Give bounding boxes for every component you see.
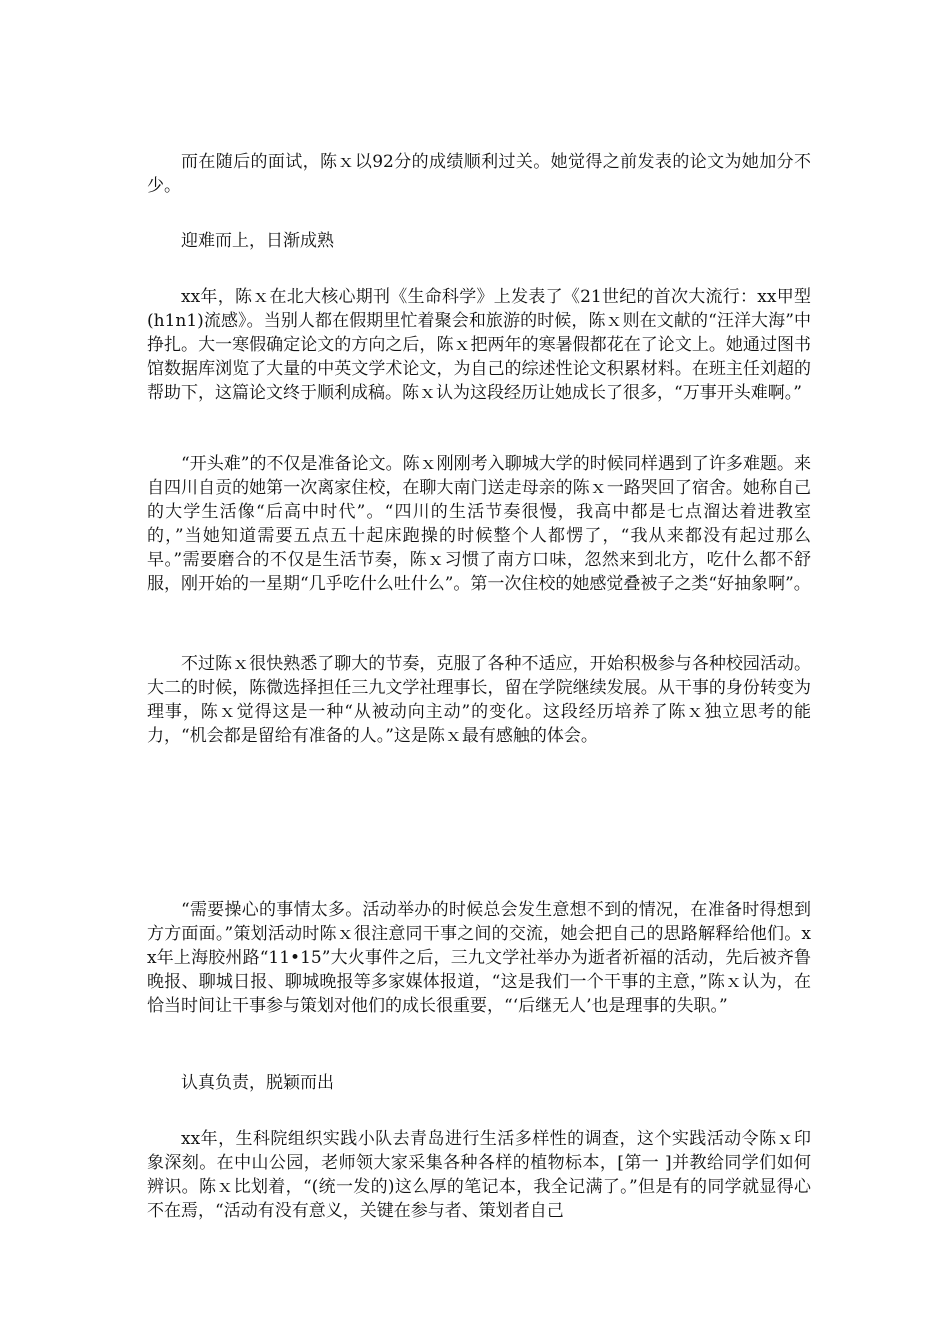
paragraph-paper-published: xx年，陈ｘ在北大核心期刊《生命科学》上发表了《21世纪的首次大流行：xx甲型(h1n1)流感》。当别人都在假期里忙着聚会和旅游的时候，陈ｘ则在文献的“汪洋大海”中挣扎。大一寒假确定论文的方向之后，陈ｘ把两年的寒暑假都花在了论文上。她通过图书馆数据库浏览了大量的中英文学术论文，为自己的综述性论文积累材料。在班主任刘超的帮助下，这篇论文终于顺利成稿。陈ｘ认为这段经历让她成长了很多，“万事开头难啊。” [147,287,811,403]
paragraph-adapting: 不过陈ｘ很快熟悉了聊大的节奏，克服了各种不适应，开始积极参与各种校园活动。大二的时候，陈微选择担任三九文学社理事长，留在学院继续发展。从干事的身份转变为理事，陈ｘ觉得这是一种“从被动向主动”的变化。这段经历培养了陈ｘ独立思考的能力，“机会都是留给有准备的人。”这是陈ｘ最有感触的体会。 [147,654,811,746]
paragraph-hard-beginning: “开头难”的不仅是准备论文。陈ｘ刚刚考入聊城大学的时候同样遇到了许多难题。来自四川自贡的她第一次离家住校，在聊大南门送走母亲的陈ｘ一路哭回了宿舍。她称自己的大学生活像“后高中时代”。“四川的生活节奏很慢，我高中都是七点溜达着进教室的，”当她知道需要五点五十起床跑操的时候整个人都愣了，“我从来都没有起过那么早。”需要磨合的不仅是生活节奏，陈ｘ习惯了南方口味，忽然来到北方，吃什么都不舒服，刚开始的一星期“几乎吃什么吐什么”。第一次住校的她感觉叠被子之类“好抽象啊”。 [147,454,811,594]
paragraph-practice-qingdao: xx年，生科院组织实践小队去青岛进行生活多样性的调查，这个实践活动令陈ｘ印象深刻。在中山公园，老师领大家采集各种各样的植物标本，[第一 ]并教给同学们如何辨识。陈ｘ比划着，“(统一发的)这么厚的笔记本，我全记满了。”但是有的同学就显得心不在焉，“活动有没有意义，关键在参与者、策划者自己 [147,1129,811,1221]
section-heading-mature: 迎难而上，日渐成熟 [181,231,334,251]
paragraph-organizing: “需要操心的事情太多。活动举办的时候总会发生意想不到的情况，在准备时得想到方方面面。”策划活动时陈ｘ很注意同干事之间的交流，她会把自己的思路解释给他们。xx年上海胶州路“11•15”大火事件之后，三九文学社举办为逝者祈福的活动，先后被齐鲁晚报、聊城日报、聊城晚报等多家媒体报道，“这是我们一个干事的主意，”陈ｘ认为，在恰当时间让干事参与策划对他们的成长很重要，“‘后继无人’也是理事的失职。” [147,900,811,1016]
paragraph-interview: 而在随后的面试，陈ｘ以92分的成绩顺利过关。她觉得之前发表的论文为她加分不少。 [147,152,811,196]
section-heading-responsible: 认真负责，脱颖而出 [181,1073,334,1093]
